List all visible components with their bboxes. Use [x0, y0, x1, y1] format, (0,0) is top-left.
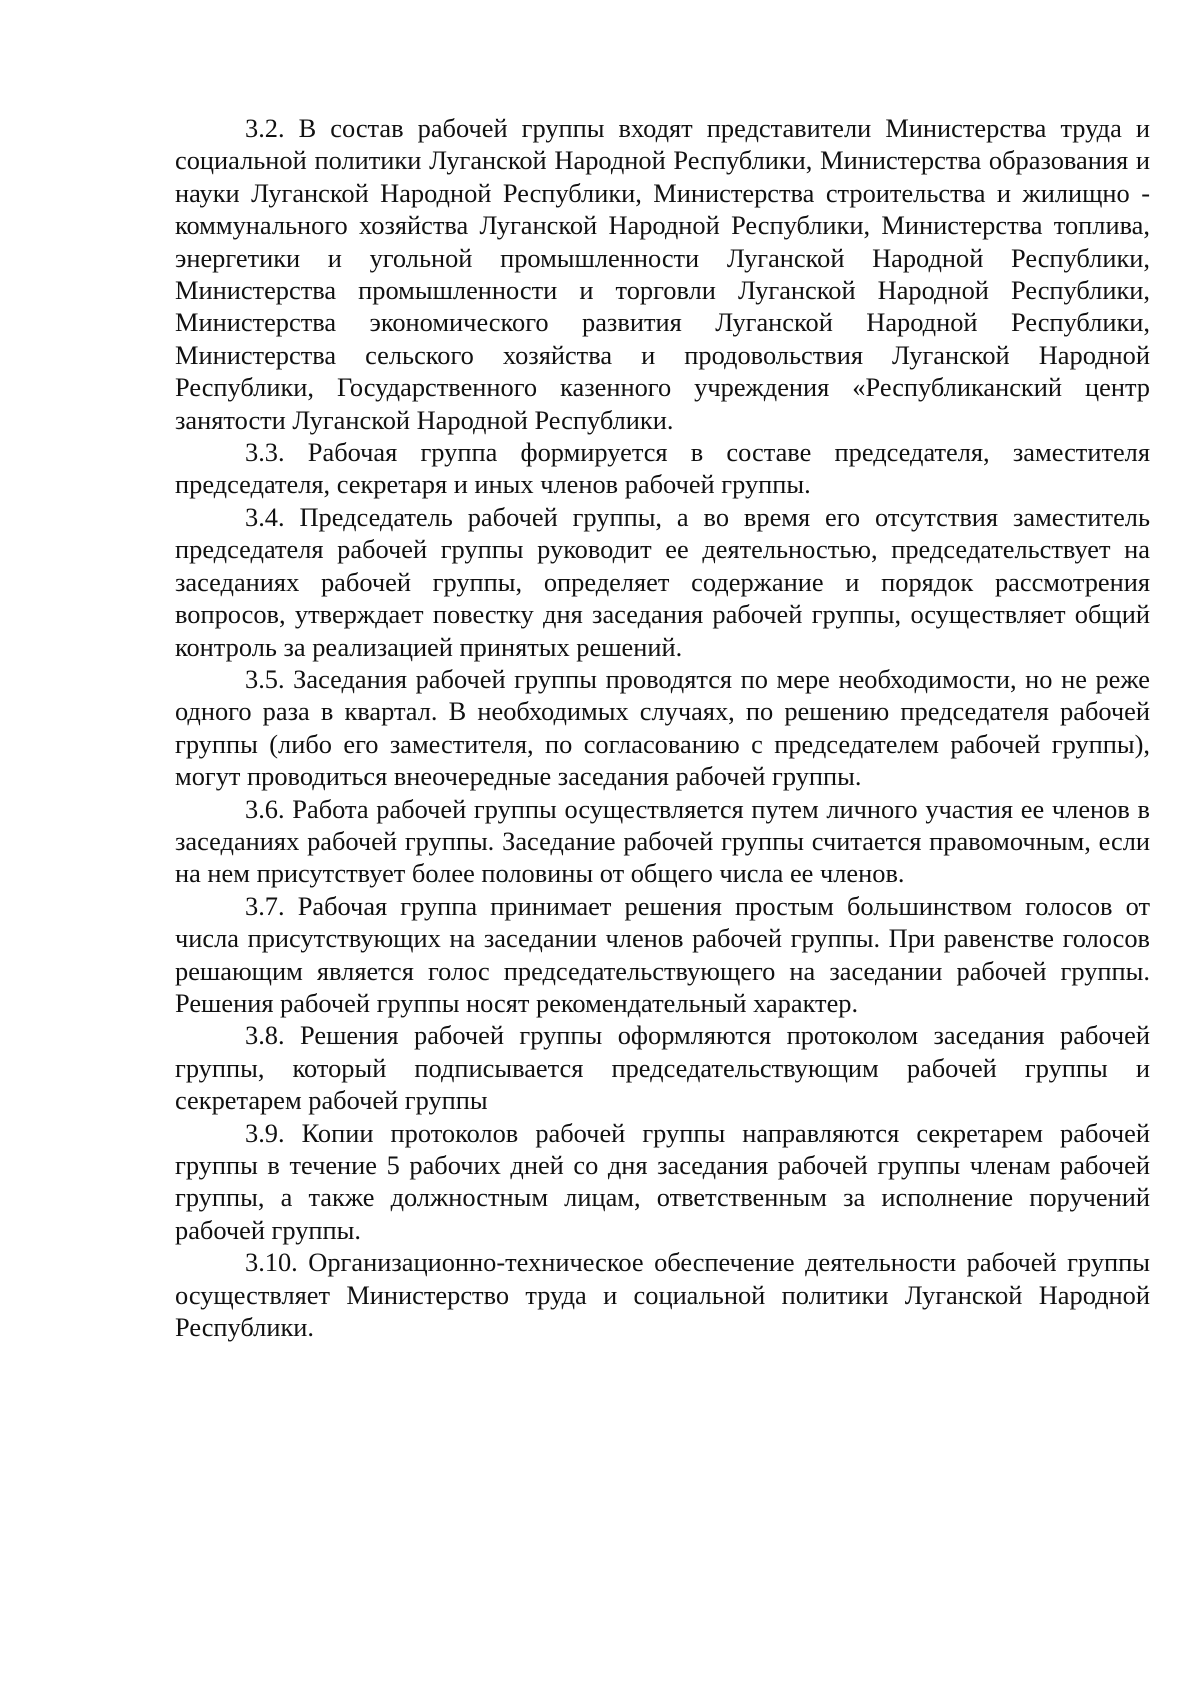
paragraph-3-9: 3.9. Копии протоколов рабочей группы направляются секретарем рабочей группы в течение 5 рабочих дней со дня заседания рабочей группы членам рабочей группы, а также должностным лицам, ответственным за исполнение поручений рабочей группы. [175, 1117, 1150, 1245]
paragraph-3-3: 3.3. Рабочая группа формируется в составе председателя, заместителя председателя, секретаря и иных членов рабочей группы. [175, 437, 1150, 500]
paragraph-3-10: 3.10. Организационно-техническое обеспечение деятельности рабочей группы осуществляет Министерство труда и социальной политики Луганской Народной Республики. [175, 1247, 1150, 1343]
paragraph-3-6: 3.6. Работа рабочей группы осуществляется путем личного участия ее членов в заседаниях рабочей группы. Заседание рабочей группы считается правомочным, если на нем присутствует более половины от общего числа ее членов. [175, 793, 1150, 889]
paragraph-3-7: 3.7. Рабочая группа принимает решения простым большинством голосов от числа присутствующих на заседании членов рабочей группы. При равенстве голосов решающим является голос председательствующего на заседании рабочей группы. Решения рабочей группы носят рекомендательный характер. [175, 890, 1150, 1018]
paragraph-3-5: 3.5. Заседания рабочей группы проводятся по мере необходимости, но не реже одного раза в квартал. В необходимых случаях, по решению председателя рабочей группы (либо его заместителя, по согласованию с председателем рабочей группы), могут проводиться внеочередные заседания рабочей группы. [175, 663, 1150, 792]
paragraph-3-8: 3.8. Решения рабочей группы оформляются протоколом заседания рабочей группы, который подписывается председательствующим рабочей группы и секретарем рабочей группы [175, 1020, 1150, 1116]
paragraph-3-4: 3.4. Председатель рабочей группы, а во время его отсутствия заместитель председателя рабочей группы руководит ее деятельностью, председательствует на заседаниях рабочей группы, определяет содержание и порядок рассмотрения вопросов, утверждает повестку дня заседания рабочей группы, осуществляет общий контроль за реализацией принятых решений. [175, 501, 1150, 662]
paragraph-3-2: 3.2. В состав рабочей группы входят представители Министерства труда и социальной политики Луганской Народной Республики, Министерства образования и науки Луганской Народной Республики, Министерства строительства и жилищно - коммунального хозяйства Луганской Народной Республики, Министерства топлива, энергетики и угольной промышленности Луганской Народной Республики, Министерства промышленности и торговли Луганской Народной Республики, Министерства экономического развития Луганской Народной Республики, Министерства сельского хозяйства и продовольствия Луганской Народной Республики, Государственного казенного учреждения «Республиканский центр занятости Луганской Народной Республики. [175, 113, 1150, 435]
document-body [175, 112, 1150, 1343]
